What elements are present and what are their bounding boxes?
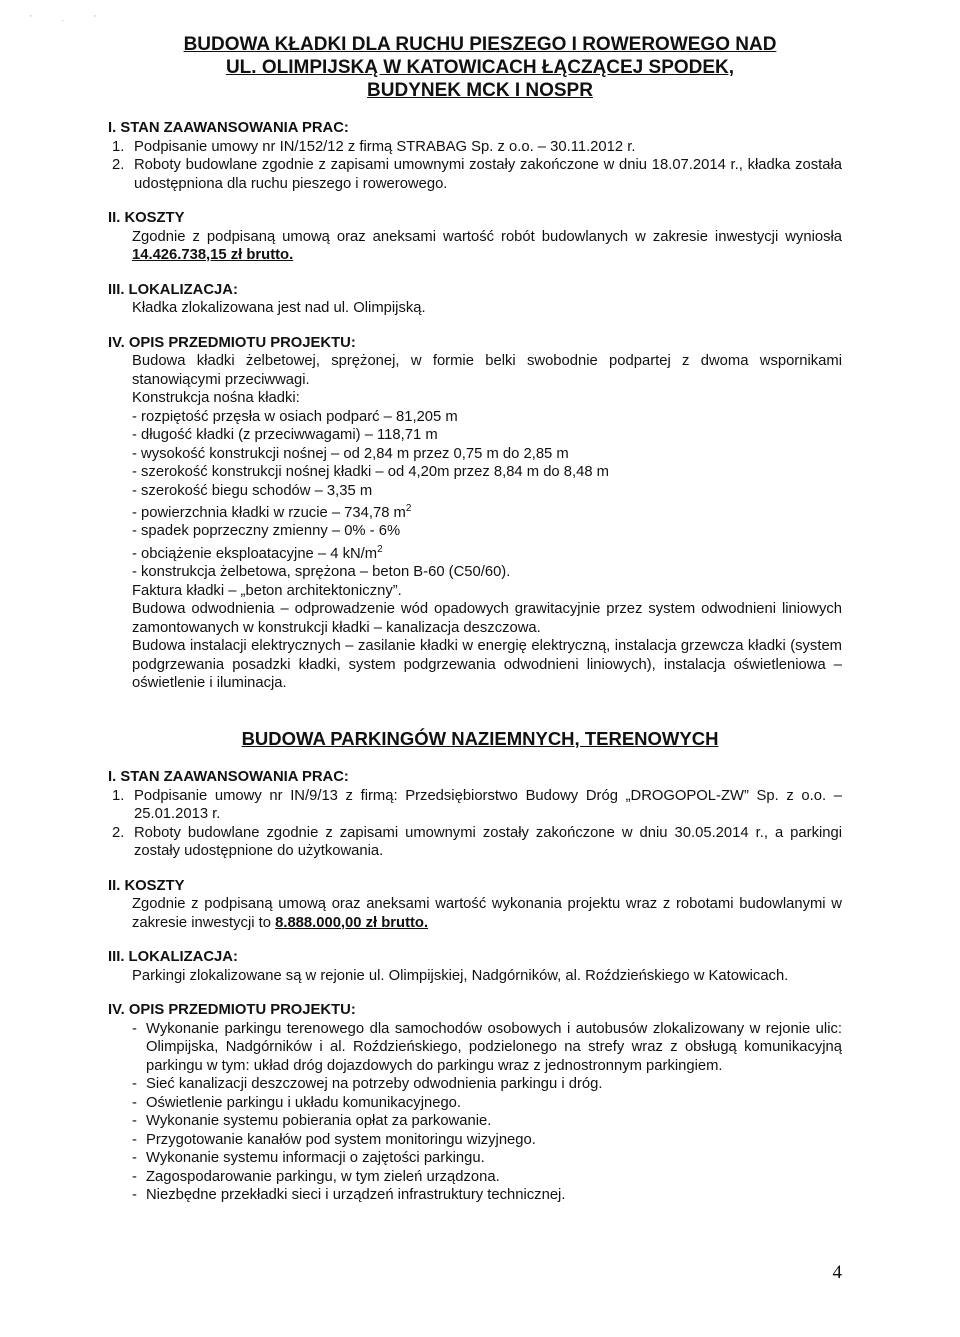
item-text: Podpisanie umowy nr IN/152/12 z firmą STRABAG Sp. z o.o. – 30.11.2012 r. xyxy=(134,138,636,155)
param-concrete: - konstrukcja żelbetowa, sprężona – beton B-60 (C50/60). xyxy=(132,564,511,581)
list-item: - Niezbędne przekładki sieci i urządzeń infrastruktury technicznej. xyxy=(132,1187,566,1203)
item-number: 2. xyxy=(112,824,125,841)
section1-drainage: Budowa odwodnienia – odprowadzenie wód opadowych grawitacyjnie przez system odwodnieni liniowych zamontowanych w konstrukcji kładki – kanalizacja deszczowa. xyxy=(132,601,842,636)
section2-body xyxy=(108,768,842,1205)
section1-status-item-2 xyxy=(108,156,842,193)
section1-location-heading: III. LOKALIZACJA: xyxy=(108,281,238,298)
costs-amount: 8.888.000,00 zł brutto. xyxy=(275,914,429,931)
param-load-text: - obciążenie eksploatacyjne – 4 kN/m xyxy=(132,545,378,562)
item-text: Podpisanie umowy nr IN/9/13 z firmą: Przedsiębiorstwo Budowy Dróg „DROGOPOL-ZW” Sp. z o.o. – 25.01.2013 r. xyxy=(134,787,842,822)
scan-marks: ' . ' xyxy=(30,14,110,23)
param-span: - rozpiętość przęsła w osiach podparć – 81,205 m xyxy=(132,408,458,425)
section1-costs-heading: II. KOSZTY xyxy=(108,210,185,226)
param-width: - szerokość konstrukcji nośnej kładki – od 4,20m przez 8,84 m do 8,48 m xyxy=(132,464,610,480)
list-item: - Zagospodarowanie parkingu, w tym zieleń urządzona. xyxy=(132,1168,500,1185)
param-length: - długość kładki (z przeciwwagami) – 118,71 m xyxy=(132,427,438,443)
list-item: - Oświetlenie parkingu i układu komunikacyjnego. xyxy=(132,1094,462,1111)
costs-amount: 14.426.738,15 zł brutto. xyxy=(132,247,294,263)
section1-status-item-1 xyxy=(108,138,842,157)
section2-status-item-2 xyxy=(108,824,842,861)
section2-location-heading: III. LOKALIZACJA: xyxy=(108,949,238,965)
item-number: 1. xyxy=(112,138,125,155)
list-item: - Przygotowanie kanałów pod system monitoringu wizyjnego. xyxy=(132,1131,536,1148)
section1-title-line3: BUDYNEK MCK I NOSPR xyxy=(367,80,593,101)
section1-description-intro: Budowa kładki żelbetowej, sprężonej, w formie belki swobodnie podpartej z dwoma wspornikami stanowiącymi przeciwwagi. xyxy=(132,353,842,388)
param-area-sup: 2 xyxy=(405,503,412,514)
section1-title xyxy=(0,33,960,102)
item-number: 2. xyxy=(112,157,125,173)
section1-structure-label: Konstrukcja nośna kładki: xyxy=(132,390,300,406)
param-height: - wysokość konstrukcji nośnej – od 2,84 m przez 0,75 m do 2,85 m xyxy=(132,445,569,462)
page-number: 4 xyxy=(832,1262,842,1283)
section1-status-heading: I. STAN ZAAWANSOWANIA PRAC: xyxy=(108,120,349,136)
list-item: - Sieć kanalizacji deszczowej na potrzeby odwodnienia parkingu i dróg. xyxy=(132,1076,603,1092)
param-load xyxy=(108,541,842,563)
param-load-sup: 2 xyxy=(377,543,383,555)
section1-texture: Faktura kładki – „beton architektoniczny”. xyxy=(132,582,402,599)
section2-costs-text xyxy=(108,895,842,932)
section1-electric: Budowa instalacji elektrycznych – zasilanie kładki w energię elektryczną, instalacja grzewcza kładki (system podgrzewania posadzki kładki, system podgrzewania odwodnieni liniowych), instalacja oświetleniowa – oświetlenie i iluminacja. xyxy=(132,638,842,692)
section1-description-heading: IV. OPIS PRZEDMIOTU PROJEKTU: xyxy=(108,334,356,351)
list-item: - Wykonanie systemu pobierania opłat za parkowanie. xyxy=(132,1113,492,1129)
param-slope: - spadek poprzeczny zmienny – 0% - 6% xyxy=(132,523,401,540)
costs-sentence: Zgodnie z podpisaną umową oraz aneksami wartość wykonania projektu wraz z robotami budowlanymi w zakresie inwestycji to xyxy=(132,896,842,931)
section1-title-line1: BUDOWA KŁADKI DLA RUCHU PIESZEGO I ROWEROWEGO NAD xyxy=(183,34,777,55)
section1-body xyxy=(108,119,842,693)
costs-sentence: Zgodnie z podpisaną umową oraz aneksami wartość robót budowlanych w zakresie inwestycji wyniosła xyxy=(132,228,842,245)
section2-location-text: Parkingi zlokalizowane są w rejonie ul. Olimpijskiej, Nadgórników, al. Roździeńskiego w Katowicach. xyxy=(132,967,789,984)
section1-title-line2: UL. OLIMPIJSKĄ W KATOWICACH ŁĄCZĄCEJ SPODEK, xyxy=(225,57,735,78)
section2-description-heading: IV. OPIS PRZEDMIOTU PROJEKTU: xyxy=(108,1002,356,1018)
section2-status-item-1 xyxy=(108,787,842,824)
param-stairs-width: - szerokość biegu schodów – 3,35 m xyxy=(132,482,373,499)
param-area-text: - powierzchnia kładki w rzucie – 734,78 m xyxy=(132,504,406,521)
section1-location-text: Kładka zlokalizowana jest nad ul. Olimpijską. xyxy=(132,300,426,316)
list-item: - Wykonanie systemu informacji o zajętości parkingu. xyxy=(132,1150,485,1166)
item-number: 1. xyxy=(112,787,125,804)
item-text: Roboty budowlane zgodnie z zapisami umownymi zostały zakończone w dniu 30.05.2014 r., a parkingi zostały udostępnione do użytkowania. xyxy=(134,824,842,859)
param-area xyxy=(108,500,842,522)
list-item: - Wykonanie parkingu terenowego dla samochodów osobowych i autobusów zlokalizowany w rejonie ulic: Olimpijska, Nadgórników i al. Roździeńskiego, podzielonego na strefy wraz z obsługą komunikacyjną parkingu w tym: układ dróg dojazdowych do parkingu wraz z jednostronnym parkingiem. xyxy=(132,1020,842,1074)
section2-status-heading: I. STAN ZAAWANSOWANIA PRAC: xyxy=(108,769,349,785)
section2-costs-heading: II. KOSZTY xyxy=(108,877,185,894)
item-text: Roboty budowlane zgodnie z zapisami umownymi zostały zakończone w dniu 18.07.2014 r., kładka została udostępniona dla ruchu pieszego i rowerowego. xyxy=(134,157,842,192)
section2-title: BUDOWA PARKINGÓW NAZIEMNYCH, TERENOWYCH xyxy=(241,728,719,749)
section1-costs-text xyxy=(108,228,842,265)
